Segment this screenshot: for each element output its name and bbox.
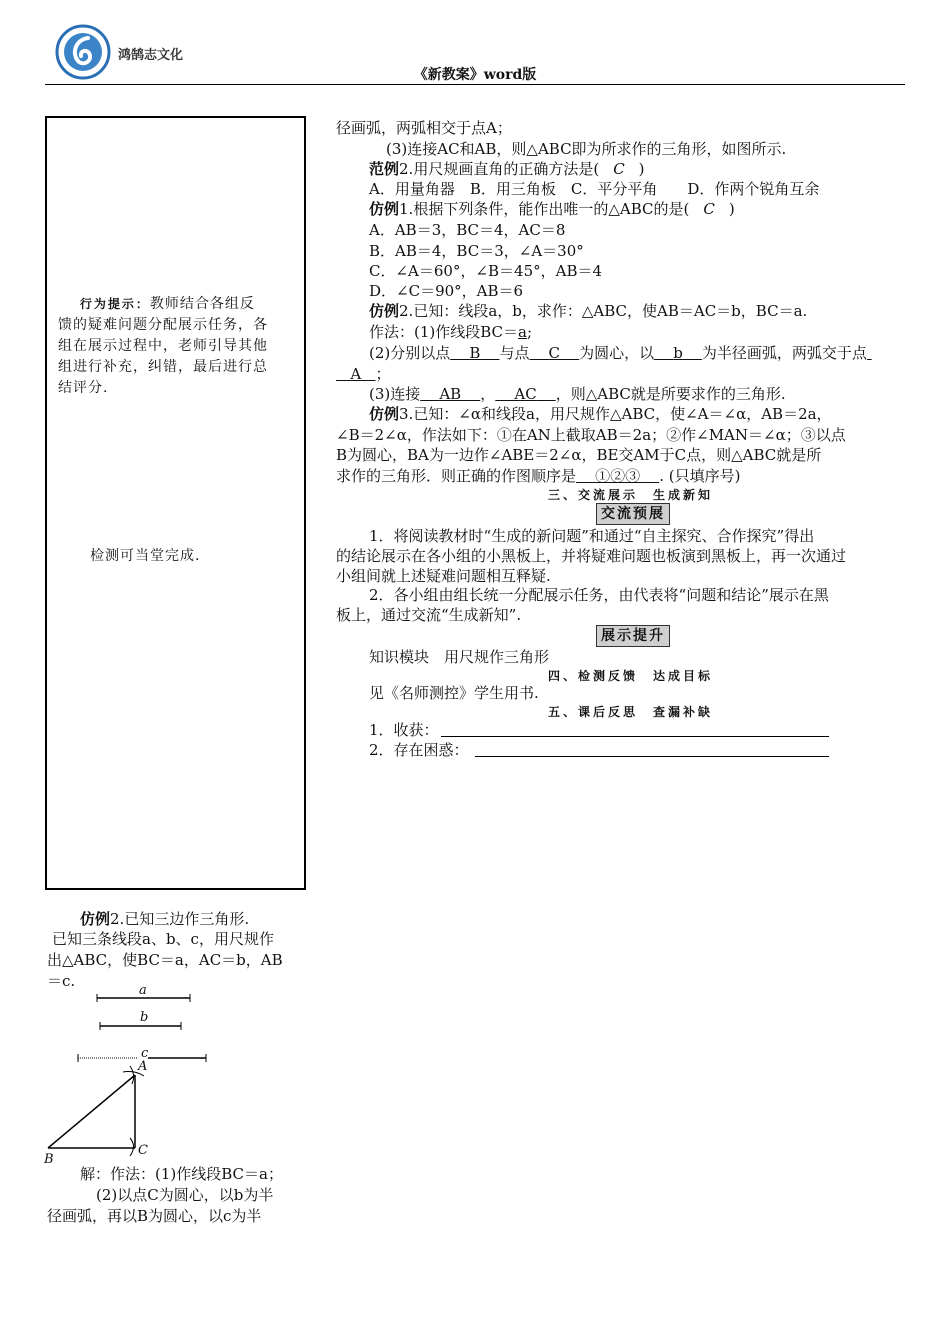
check-text: 检测可当堂完成. (90, 548, 201, 564)
paren: ) (638, 160, 645, 178)
para-1-line: 1．将阅读教材时“生成的新问题”和通过“自主探究、合作探究”得出 (369, 527, 815, 545)
section-3-heading: 三、交流展示 生成新知 (548, 488, 714, 502)
brand-name: 鸿鹄志文化 (118, 48, 184, 63)
text-line: ∠B＝2∠α，作法如下：①在AN上截取AB＝2a；②作∠MAN＝∠α；③以点 (336, 426, 846, 444)
solution-line: 解：作法：(1)作线段BC＝a； (80, 1165, 283, 1183)
step-text: 与点 (499, 344, 530, 362)
trouble-label: 2．存在困惑： (369, 741, 469, 759)
hint-label: 行为提示： (79, 297, 150, 311)
hint-line: 馈的疑难问题分配展示任务，各 (58, 317, 268, 333)
step-3 (369, 385, 786, 404)
example-label: 范例 (369, 160, 400, 178)
page-subtitle: 《新教案》word版 (413, 67, 537, 83)
step-2-cont (336, 365, 390, 384)
answer-blank (336, 365, 375, 383)
trouble-line (369, 741, 469, 760)
point-a: A (138, 1059, 148, 1074)
answer: a (518, 323, 527, 341)
question-text: 3.已知：∠α和线段a，用尺规作△ABC，使∠A＝∠α，AB＝2a， (399, 405, 832, 423)
para-1-line: 的结论展示在各小组的小黑板上，并将疑难问题也板演到黑板上，再一次通过 (336, 547, 847, 565)
options: A．用量角器 B．用三角板 C．平分平角 D．作两个锐角互余 (369, 180, 820, 198)
answer: b (673, 344, 683, 362)
step-text: (2)分别以点 (369, 344, 451, 362)
step-text: 为圆心，以 (579, 344, 655, 362)
hint-block (58, 294, 298, 399)
label-c: c (141, 1046, 149, 1061)
hint-line: 组进行补充，纠错，最后进行总 (58, 359, 268, 375)
see-book: 见《名师测控》学生用书. (369, 684, 539, 702)
text-line: 出△ABC，使BC＝a，AC＝b，AB (47, 951, 283, 969)
paren: ) (728, 200, 735, 218)
answer: A (350, 365, 362, 383)
step-text: 作法：(1)作线段BC＝ (369, 323, 519, 341)
example-label: 仿例 (369, 302, 400, 320)
question-text: 求作的三角形．则正确的作图顺序是 (336, 467, 577, 485)
gain-blank[interactable] (441, 736, 829, 737)
step-text: ; (526, 323, 533, 341)
answer-blank (529, 344, 579, 362)
hint-line: 教师结合各组反 (149, 296, 255, 312)
answer-blank (420, 385, 480, 403)
example-label: 仿例 (369, 405, 400, 423)
fang-li-3 (369, 405, 832, 424)
question-text: 2.已知三边作三角形. (110, 910, 250, 928)
example-label: 仿例 (369, 200, 400, 218)
answer-blank (654, 344, 702, 362)
answer: C (613, 160, 625, 178)
answer: C (548, 344, 561, 362)
solution-line: 径画弧，再以B为圆心，以c为半 (47, 1207, 262, 1225)
question-text: 2.用尺规画直角的正确方法是( (399, 160, 600, 178)
fang-li-2 (369, 302, 807, 321)
step-text: ，则△ABC就是所要求作的三角形. (555, 385, 786, 403)
label-b: b (140, 1010, 149, 1025)
fang-li-1 (369, 200, 735, 219)
banner-display: 展示提升 (596, 625, 670, 647)
question-text: 1.根据下列条件，能作出唯一的△ABC的是( (399, 200, 690, 218)
knowledge-module: 知识模块 用尺规作三角形 (369, 648, 550, 666)
option-b: B．AB＝4，BC＝3，∠A＝30° (369, 242, 584, 260)
answer: ①②③ (595, 467, 641, 485)
text-line: ＝c. (47, 972, 76, 990)
option-d: D．∠C＝90°，AB＝6 (369, 282, 524, 300)
trouble-blank[interactable] (475, 756, 829, 757)
answer: AB (439, 385, 462, 403)
para-2-line: 2．各小组由组长统一分配展示任务，由代表将“问题和结论”展示在黑 (369, 586, 829, 604)
question-text: 2.已知：线段a，b，求作：△ABC，使AB＝AC＝b，BC＝a. (399, 302, 808, 320)
header-rule (45, 84, 905, 85)
step-text: ， (480, 385, 496, 403)
question-text: . (只填序号) (659, 467, 741, 485)
step-2 (369, 344, 872, 363)
text-line: (3)连接AC和AB，则△ABC即为所求作的三角形，如图所示. (386, 140, 787, 158)
step-text: ； (375, 365, 391, 383)
text-line: B为圆心，BA为一边作∠ABE＝2∠α，BE交AM于C点，则△ABC就是所 (336, 446, 822, 464)
text-line: 已知三条线段a、b、c，用尺规作 (52, 930, 274, 948)
construction-figure (40, 980, 270, 1170)
answer-blank (495, 385, 555, 403)
example-label: 仿例 (80, 910, 111, 928)
answer-blank (576, 467, 659, 485)
triangle-abc (48, 1066, 144, 1156)
hint-line: 结评分. (58, 380, 109, 396)
answer: B (469, 344, 481, 362)
step-text: (3)连接 (369, 385, 421, 403)
text-line: 径画弧，两弧相交于点A； (336, 119, 512, 137)
answer-blank (450, 344, 499, 362)
step-text: 为半径画弧，两弧交于点 (701, 344, 867, 362)
banner-exchange: 交流预展 (596, 503, 670, 525)
answer: AC (514, 385, 537, 403)
option-c: C．∠A＝60°，∠B＝45°，AB＝4 (369, 262, 603, 280)
text-line (336, 467, 740, 486)
gain-line (369, 721, 439, 740)
point-b: B (44, 1152, 54, 1167)
hint-line: 组在展示过程中，老师引导其他 (58, 338, 268, 354)
step-1 (369, 323, 532, 342)
section-5-heading: 五、课后反思 查漏补缺 (548, 705, 714, 719)
bottom-example-title (80, 910, 249, 929)
solution-line: (2)以点C为圆心，以b为半 (96, 1186, 274, 1204)
para-1-line: 小组间就上述疑难问题相互释疑. (336, 567, 551, 585)
para-2-line: 板上，通过交流“生成新知”. (336, 606, 522, 624)
sidebar-box (45, 116, 306, 890)
point-c: C (138, 1143, 148, 1158)
answer: C (703, 200, 715, 218)
example-2 (369, 160, 645, 179)
label-a: a (139, 983, 147, 998)
section-4-heading: 四、检测反馈 达成目标 (548, 669, 714, 683)
gain-label: 1．收获： (369, 721, 439, 739)
option-a: A．AB＝3，BC＝4，AC＝8 (369, 221, 566, 239)
